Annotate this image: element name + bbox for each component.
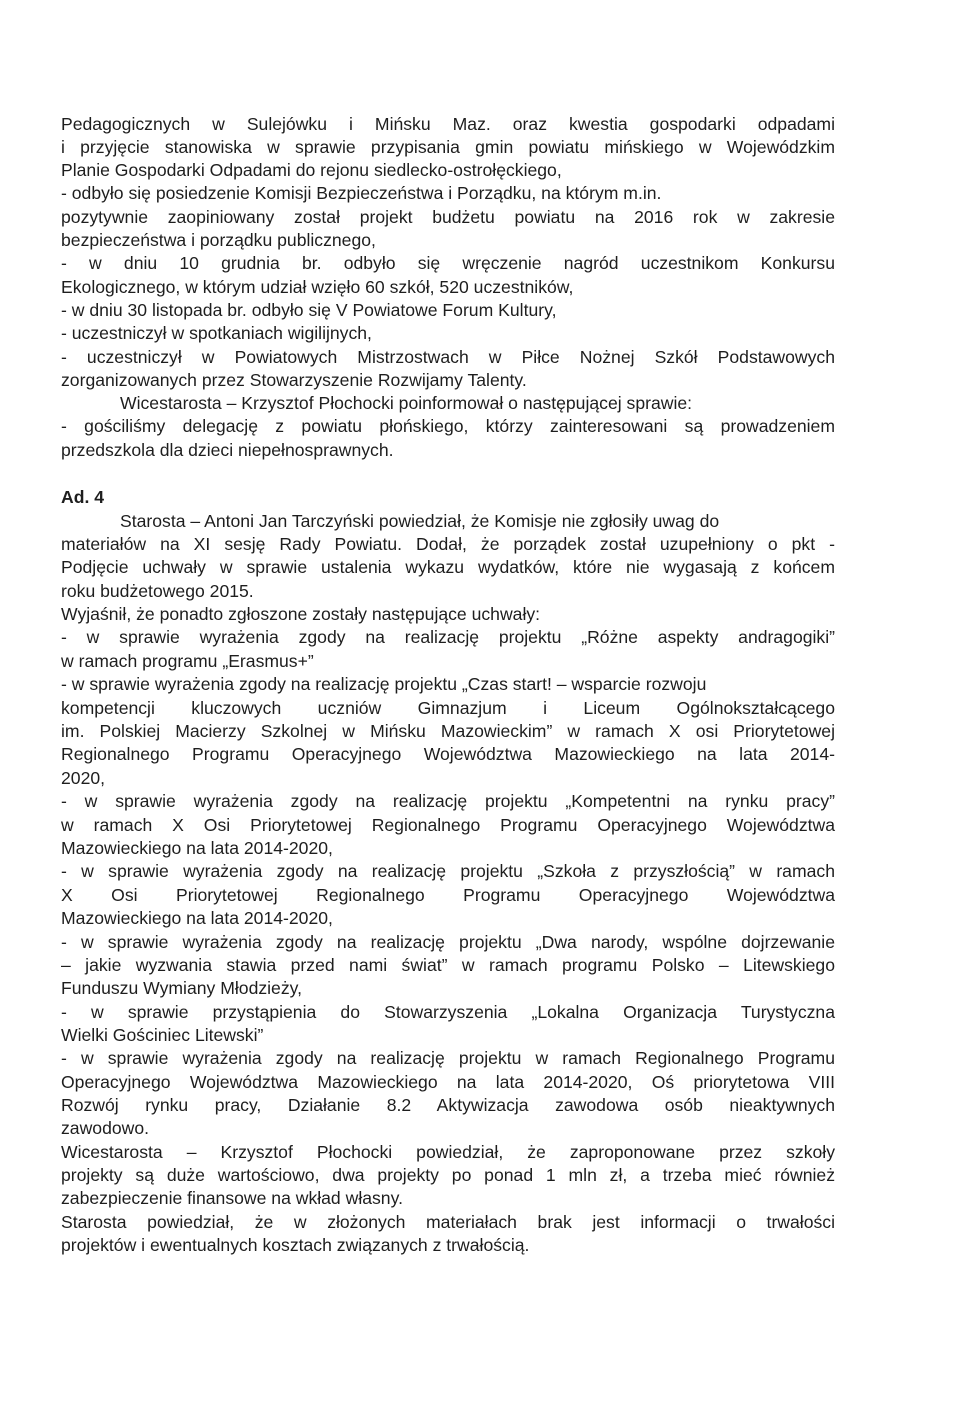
text-line: Pedagogicznych w Sulejówku i Mińsku Maz. oraz kwestia gospodarki odpadami (61, 114, 835, 134)
text-line: - w dniu 30 listopada br. odbyło się V Powiatowe Forum Kultury, (61, 300, 557, 320)
text-line: - w sprawie wyrażenia zgody na realizację projektu „Dwa narody, wspólne dojrzewanie (61, 932, 835, 952)
text-line: Wicestarosta – Krzysztof Płochocki poinformował o następującej sprawie: (120, 393, 693, 413)
text-line: Ekologicznego, w którym udział wzięło 60 szkół, 520 uczestników, (61, 277, 574, 297)
text-line: roku budżetowego 2015. (61, 581, 254, 601)
text-line: w ramach programu „Erasmus+” (61, 651, 314, 671)
text-line: - w sprawie wyrażenia zgody na realizację projektu „Czas start! – wsparcie rozwoju (61, 674, 707, 694)
text-line: zabezpieczenie finansowe na wkład własny. (61, 1188, 403, 1208)
text-line: - odbyło się posiedzenie Komisji Bezpieczeństwa i Porządku, na którym m.in. (61, 183, 662, 203)
text-line: i przyjęcie stanowiska w sprawie przypisania gmin powiatu mińskiego w Wojewódzkim (61, 137, 835, 157)
text-line: Funduszu Wymiany Młodzieży, (61, 978, 303, 998)
text-line: zorganizowanych przez Stowarzyszenie Rozwijamy Talenty. (61, 370, 527, 390)
text-line: Starosta powiedział, że w złożonych materiałach brak jest informacji o trwałości (61, 1212, 835, 1232)
text-line: Wyjaśnił, że ponadto zgłoszone zostały następujące uchwały: (61, 604, 541, 624)
text-line: bezpieczeństwa i porządku publicznego, (61, 230, 376, 250)
text-line: - w sprawie wyrażenia zgody na realizację projektu „Kompetentni na rynku pracy” (61, 791, 835, 811)
text-line: w ramach X Osi Priorytetowej Regionalnego Programu Operacyjnego Województwa (61, 815, 835, 835)
text-line: Mazowieckiego na lata 2014-2020, (61, 838, 333, 858)
text-line: Starosta – Antoni Jan Tarczyński powiedział, że Komisje nie zgłosiły uwag do (120, 511, 720, 531)
text-line: kompetencji kluczowych uczniów Gimnazjum i Liceum Ogólnokształcącego (61, 698, 835, 718)
text-line: materiałów na XI sesję Rady Powiatu. Dodał, że porządek został uzupełniony o pkt - (61, 534, 835, 554)
text-line: przedszkola dla dzieci niepełnosprawnych. (61, 440, 394, 460)
text-line: Rozwój rynku pracy, Działanie 8.2 Aktywizacja zawodowa osób nieaktywnych (61, 1095, 835, 1115)
text-line: - uczestniczył w Powiatowych Mistrzostwach w Piłce Nożnej Szkół Podstawowych (61, 347, 835, 367)
text-line: - w sprawie przystąpienia do Stowarzyszenia „Lokalna Organizacja Turystyczna (61, 1002, 835, 1022)
text-line: Planie Gospodarki Odpadami do rejonu siedlecko-ostrołęckiego, (61, 160, 562, 180)
text-line: X Osi Priorytetowej Regionalnego Programu Operacyjnego Województwa (61, 885, 835, 905)
text-line: Operacyjnego Województwa Mazowieckiego na lata 2014-2020, Oś priorytetowa VIII (61, 1072, 835, 1092)
text-line: - w sprawie wyrażenia zgody na realizację projektu w ramach Regionalnego Programu (61, 1048, 835, 1068)
text-line: – jakie wyzwania stawia przed nami świat” w ramach programu Polsko – Litewskiego (61, 955, 835, 975)
text-line: zawodowo. (61, 1118, 150, 1138)
text-line: - w sprawie wyrażenia zgody na realizację projektu „Szkoła z przyszłością” w ramach (61, 861, 835, 881)
document-body (61, 0, 835, 1424)
text-line: Podjęcie uchwały w sprawie ustalenia wykazu wydatków, które nie wygasają z końcem (61, 557, 835, 577)
text-line: - uczestniczył w spotkaniach wigilijnych, (61, 323, 372, 343)
text-line: pozytywnie zaopiniowany został projekt budżetu powiatu na 2016 rok w zakresie (61, 207, 835, 227)
text-line: - gościliśmy delegację z powiatu płońskiego, którzy zainteresowani są prowadzeniem (61, 416, 835, 436)
text-line: projektów i ewentualnych kosztach związanych z trwałością. (61, 1235, 530, 1255)
text-line: projekty są duże wartościowo, dwa projekty po ponad 1 mln zł, a trzeba mieć również (61, 1165, 835, 1185)
text-line: im. Polskiej Macierzy Szkolnej w Mińsku Mazowieckim” w ramach X osi Priorytetowej (61, 721, 835, 741)
section-heading: Ad. 4 (61, 487, 105, 507)
text-line: 2020, (61, 768, 106, 788)
text-line: - w sprawie wyrażenia zgody na realizację projektu „Różne aspekty andragogiki” (61, 627, 835, 647)
text-line: Regionalnego Programu Operacyjnego Województwa Mazowieckiego na lata 2014- (61, 744, 835, 764)
text-line: Wielki Gościniec Litewski” (61, 1025, 264, 1045)
text-line: - w dniu 10 grudnia br. odbyło się wręczenie nagród uczestnikom Konkursu (61, 253, 835, 273)
text-line: Wicestarosta – Krzysztof Płochocki powiedział, że zaproponowane przez szkoły (61, 1142, 835, 1162)
text-line: Mazowieckiego na lata 2014-2020, (61, 908, 333, 928)
